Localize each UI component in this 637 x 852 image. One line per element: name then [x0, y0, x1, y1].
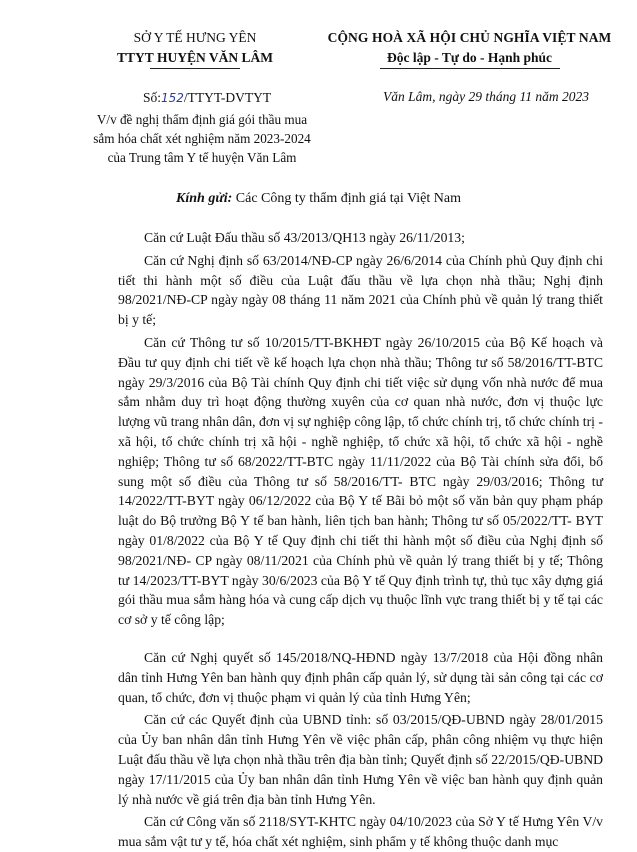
issuing-organization — [95, 30, 295, 69]
subject-line: V/v đề nghị thẩm định giá gói thầu mua — [96, 112, 308, 127]
handwritten-number: 152 — [161, 91, 184, 105]
greeting — [0, 191, 637, 207]
subject-block — [82, 110, 322, 167]
subject-line: của Trung tâm Y tế huyện Văn Lâm — [107, 150, 297, 165]
organization-name: TTYT HUYỆN VĂN LÂM — [117, 50, 273, 65]
body-paragraph: Căn cứ các Quyết định của UBND tỉnh: số 03/2015/QĐ-UBND ngày 28/01/2015 của Ủy ban nhân dân tỉnh Hưng Yên về việc phân cấp, phân công nhiệm vụ thực hiện Luật đấu thầu về lựa chọn nhà thầu trên địa bàn tỉnh; Quyết định số 22/2015/QĐ-UBND ngày 17/11/2015 của Ủy ban nhân dân tỉnh Hưng Yên về việc ban hành quy định quản lý nhà nước về giá trên địa bàn tỉnh Hưng Yên. — [118, 712, 603, 807]
motto: Độc lập - Tự do - Hạnh phúc — [386, 50, 553, 65]
document-number — [143, 90, 271, 106]
motto-underline — [380, 68, 560, 69]
document-number-prefix: Số: — [143, 90, 162, 105]
document-number-suffix: /TTYT-DVTYT — [183, 90, 272, 105]
date-line: Văn Lâm, ngày 29 tháng 11 năm 2023 — [383, 89, 589, 104]
body-paragraph: Căn cứ Nghị định số 63/2014/NĐ-CP ngày 26/6/2014 của Chính phủ Quy định chi tiết thi hành một số điều của Luật đấu thầu về lựa chọn nhà thầu; Nghị định 98/2021/NĐ-CP ngày ngày 08 tháng 11 năm 2021 của Chính phủ về quản lý trang thiết bị y tế; — [118, 252, 603, 328]
body-paragraph: Căn cứ Thông tư số 10/2015/TT-BKHĐT ngày 26/10/2015 của Bộ Kế hoạch và Đầu tư quy định chi tiết về kế hoạch lựa chọn nhà thầu; Thông tư số 58/2016/TT-BTC ngày 29/3/2016 của Bộ Tài chính Quy định chi tiết việc sử dụng vốn nhà nước để mua sắm nhằm duy trì hoạt động thường xuyên của cơ quan nhà nước, đơn vị thuộc lực lượng vũ trang nhân dân, đơn vị sự nghiệp công lập, tổ chức chính trị, tổ chức chính trị - xã hội, tổ chức chính trị xã hội - nghề nghiệp, tổ chức xã hội, tổ chức xã hội - nghề nghiệp; Thông tư số 68/2022/TT-BTC ngày 11/11/2022 của Bộ Tài chính sửa đổi, bổ sung một số điều của Thông tư số 58/2016/TT- BTC ngày 29/03/2016; Thông tư 14/2022/TT-BYT ngày 06/12/2022 của Bộ Y tế Bãi bỏ một số văn bản quy phạm pháp luật do Bộ trưởng Bộ Y tế ban hành, liên tịch ban hành; Thông tư số 05/2022/TT- BYT ngày 01/8/2022 của Bộ Y tế Quy định chi tiết thi hành một số điều của Nghị định số 98/2021/NĐ- CP ngày 08/11/2021 của Chính phủ về quản lý trang thiết bị y tế; Thông tư 14/2023/TT-BYT ngày 30/6/2023 của Bộ Y tế Quy định trình tự, thủ tục xây dựng giá gói thầu mua sắm hàng hóa và cung cấp dịch vụ thuộc lĩnh vực trang thiết bị y tế tại các cơ sở y tế công lập; — [118, 334, 603, 628]
body-paragraph: Căn cứ Luật Đấu thầu số 43/2013/QH13 ngày 26/11/2013; — [144, 230, 465, 245]
subject-line: sắm hóa chất xét nghiệm năm 2023-2024 — [93, 131, 311, 146]
org-underline — [150, 68, 240, 69]
greeting-recipient: Các Công ty thẩm định giá tại Việt Nam — [232, 191, 461, 206]
national-heading — [322, 30, 617, 69]
document-body — [118, 228, 603, 852]
body-paragraph: Căn cứ Công văn số 2118/SYT-KHTC ngày 04/10/2023 của Sở Y tế Hưng Yên V/v mua sắm vật tư y tế, hóa chất xét nghiệm, sinh phẩm y tế không thuộc danh mục — [118, 814, 603, 850]
nation-title: CỘNG HOÀ XÃ HỘI CHỦ NGHĨA VIỆT NAM — [327, 30, 612, 45]
body-paragraph: Căn cứ Nghị quyết số 145/2018/NQ-HĐND ngày 13/7/2018 của Hội đồng nhân dân tỉnh Hưng Yên ban hành quy định phân cấp quản lý, sử dụng tài sản công tại các cơ quan, tổ chức, đơn vị thuộc phạm vi quản lý của tỉnh Hưng Yên; — [118, 649, 603, 705]
parent-organization: SỞ Y TẾ HƯNG YÊN — [133, 30, 257, 45]
greeting-label: Kính gửi: — [176, 191, 233, 206]
